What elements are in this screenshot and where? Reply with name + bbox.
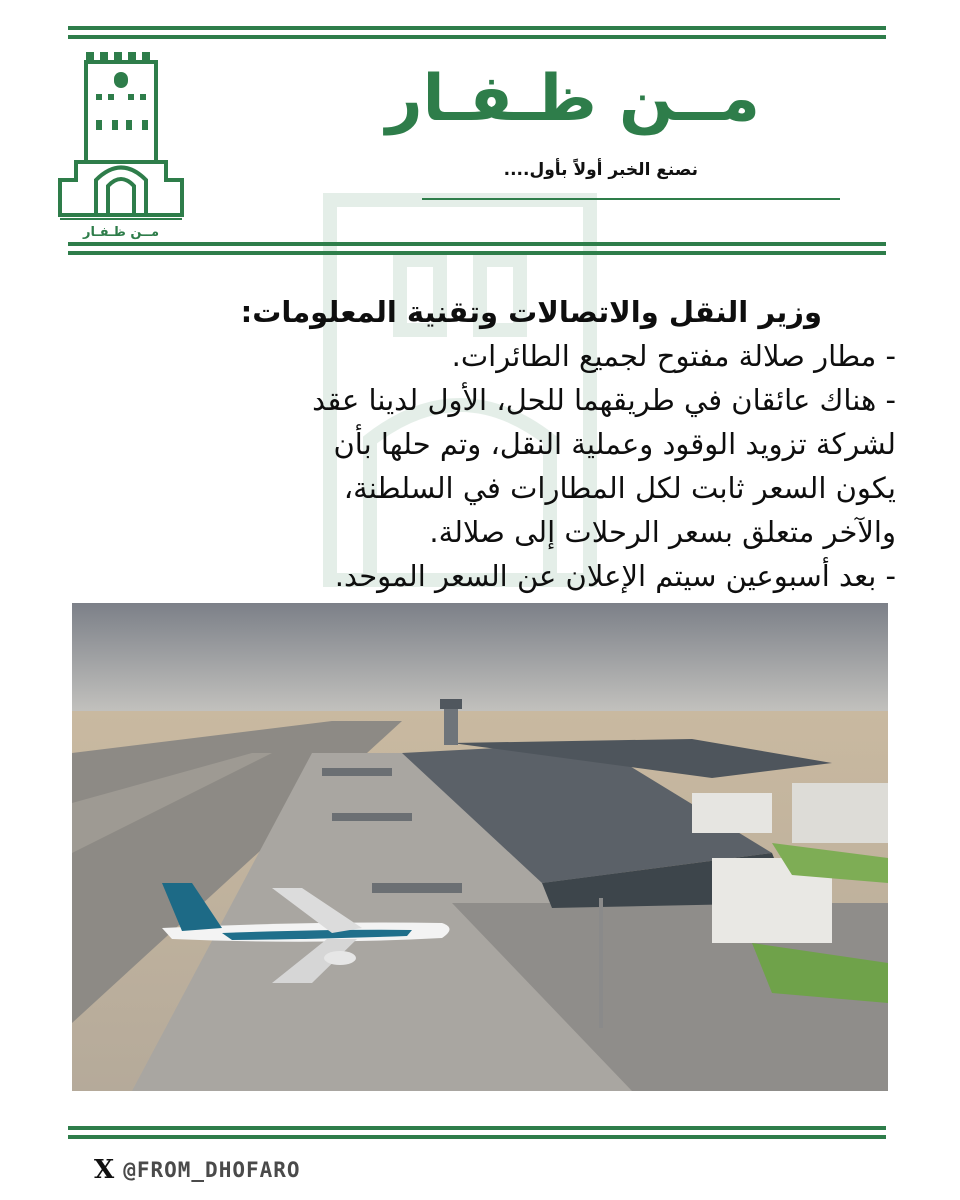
footer-rule <box>68 1126 886 1130</box>
article-line: - بعد أسبوعين سيتم الإعلان عن السعر الموحد. <box>334 559 896 593</box>
fort-tower-logo <box>56 50 186 240</box>
slogan-underline <box>422 198 840 200</box>
top-rule-2 <box>68 35 886 39</box>
article-line: والآخر متعلق بسعر الرحلات إلى صلالة. <box>429 515 896 549</box>
article-line: - هناك عائقان في طريقهما للحل، الأول لدينا عقد <box>312 383 896 417</box>
handle-text: @FROM_DHOFARO <box>123 1158 301 1182</box>
footer-rule-2 <box>68 1135 886 1139</box>
article-line: - مطار صلالة مفتوح لجميع الطائرات. <box>451 339 896 373</box>
article-body <box>70 290 896 598</box>
airport-terminal-photo <box>72 603 888 1091</box>
top-rule <box>68 26 886 30</box>
brand-title: مــن ظـفـار <box>385 62 760 136</box>
article-line: لشركة تزويد الوقود وعملية النقل، وتم حلها بأن <box>333 427 896 461</box>
x-logo-icon: X <box>94 1155 116 1185</box>
article-heading: وزير النقل والاتصالات وتقنية المعلومات: <box>240 295 822 329</box>
article-line: يكون السعر ثابت لكل المطارات في السلطنة، <box>343 471 896 505</box>
logo-label: مــن ظـفـار <box>82 225 160 240</box>
slogan: نصنع الخبر أولاً بأول.... <box>503 160 698 180</box>
social-handle[interactable] <box>94 1155 301 1185</box>
